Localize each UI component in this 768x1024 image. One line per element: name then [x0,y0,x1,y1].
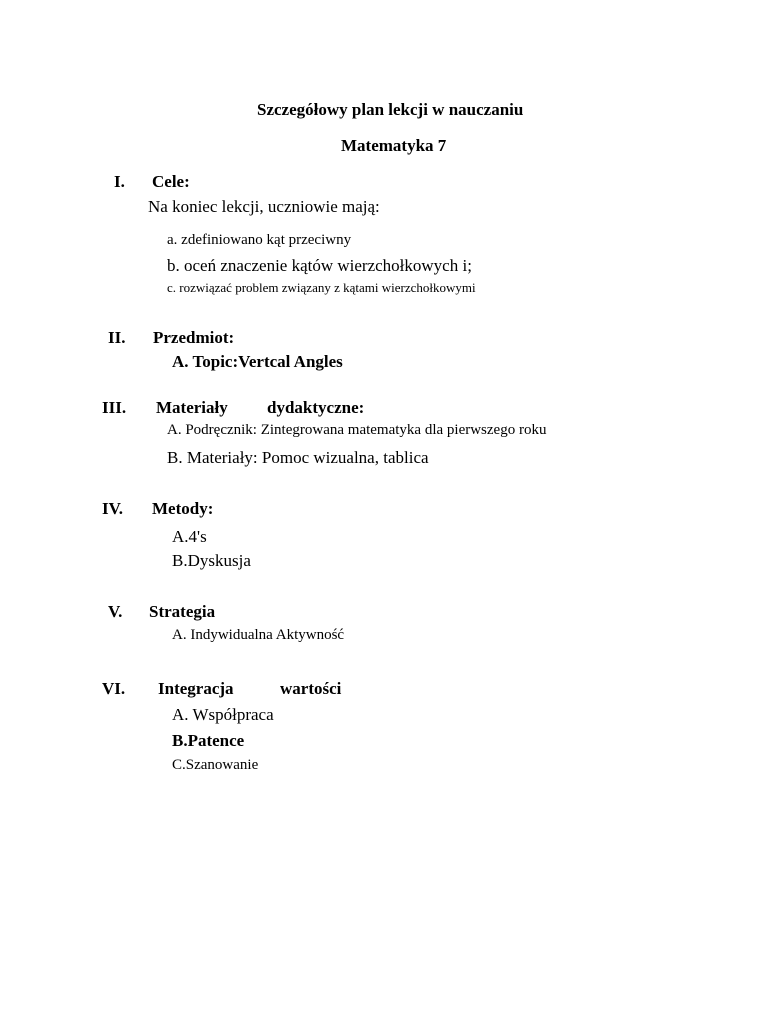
section-1-heading: Cele: [152,172,190,191]
section-6-heading-word1: Integracja [158,679,234,698]
section-4-item-a: A.4's [172,527,207,546]
section-3-heading-word1: Materiały [156,398,228,417]
section-6-item-c: C.Szanowanie [172,757,259,773]
section-4-item-b: B.Dyskusja [172,551,251,570]
section-1-intro: Na koniec lekcji, uczniowie mają: [148,197,380,216]
section-4-heading: Metody: [152,499,214,518]
section-6-item-b: B.Patence [172,731,245,750]
section-6-number: VI. [102,679,126,698]
section-2-number: II. [108,328,126,347]
section-3-item-b: B. Materiały: Pomoc wizualna, tablica [167,448,429,467]
section-1-item-c: c. rozwiązać problem związany z kątami wierzchołkowymi [167,280,476,295]
section-2-heading: Przedmiot: [153,328,235,347]
section-5-heading: Strategia [149,602,216,621]
document-title: Szczegółowy plan lekcji w nauczaniu [257,100,524,119]
section-1-item-a: a. zdefiniowano kąt przeciwny [167,232,352,248]
section-3-heading-word2: dydaktyczne: [267,398,365,417]
section-1-number: I. [114,172,125,191]
section-2-item-a: A. Topic:Vertcal Angles [172,352,343,371]
section-3-item-a: A. Podręcznik: Zintegrowana matematyka dla pierwszego roku [167,422,547,438]
section-5-number: V. [108,602,123,621]
section-6-item-a: A. Współpraca [172,705,274,724]
section-6-heading-word2: wartości [280,679,342,698]
section-4-number: IV. [102,499,123,518]
section-1-item-b: b. oceń znaczenie kątów wierzchołkowych i; [167,256,472,275]
document-subtitle: Matematyka 7 [341,136,447,155]
section-5-item-a: A. Indywidualna Aktywność [172,627,345,643]
section-3-number: III. [102,398,127,417]
